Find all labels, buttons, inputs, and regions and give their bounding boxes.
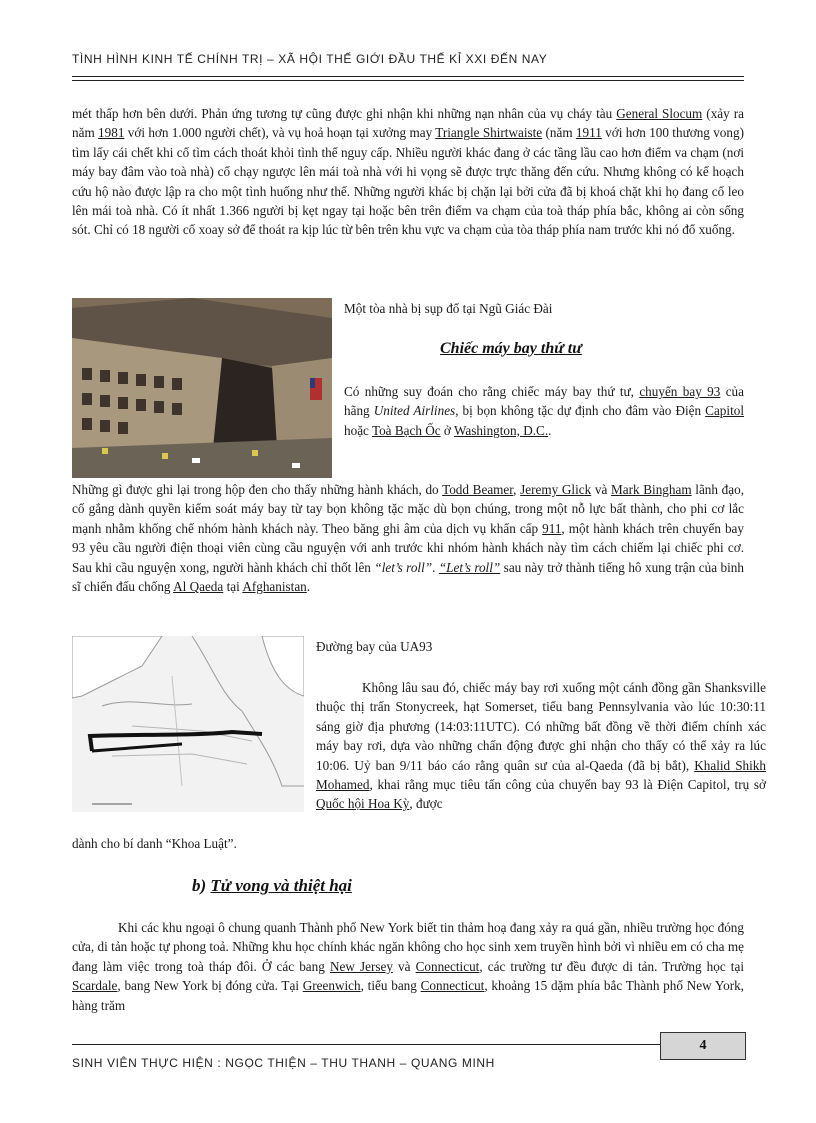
link-al-qaeda[interactable]: Al Qaeda [173,579,224,595]
paragraph-4-continued: dành cho bí danh “Khoa Luật”. [72,836,237,851]
link-jeremy-glick[interactable]: Jeremy Glick [520,482,592,497]
link-flight-93[interactable]: chuyến bay 93 [639,384,721,399]
pentagon-photo [72,298,332,478]
link-khalid-shikh-mohamed[interactable]: Khalid Shikh Mohamed [316,757,766,793]
link-911[interactable]: 911 [542,520,562,536]
link-triangle-shirtwaiste[interactable]: Triangle Shirtwaiste [435,125,543,141]
link-washington-dc[interactable]: Washington, D.C. [453,422,549,438]
link-mark-bingham[interactable]: Mark Bingham [611,482,692,497]
link-capitol[interactable]: Capitol [705,403,744,419]
link-1911[interactable]: 1911 [575,125,602,141]
page-number: 4 [660,1032,746,1060]
running-footer: SINH VIÊN THỰC HIỆN : NGỌC THIỆN – THU THANH – QUANG MINH [72,1056,495,1070]
flight-path-map-illustration [72,636,304,812]
pentagon-photo-illustration [72,298,332,478]
paragraph-5: Khi các khu ngoại ô chung quanh Thành phố New York biết tin thảm hoạ đang xảy ra quá gần, nhiều trường học đóng cửa, di tản hoặc tự phong toả. Những khu học chính khác ngăn không cho học sinh xem truyền hình bởi vì nhiều em có cha mẹ đang làm việc trong toà tháp đôi. Ở các bang New Jersey và Connecticut, các trường tư đều được di tản. Trường học tại Scardale, bang New York bị đóng cửa. Tại Greenwich, tiểu bang Connecticut, khoảng 15 dặm phía bắc Thành phố New York, hàng trăm [72,920,744,1013]
link-general-slocum[interactable]: General Slocum [616,106,703,121]
link-connecticut-2[interactable]: Connecticut [420,978,485,994]
link-greenwich[interactable]: Greenwich [302,978,361,994]
header-rule-top [72,76,744,77]
photo-caption: Một tòa nhà bị sụp đổ tại Ngũ Giác Đài [344,301,553,316]
flight-path-map [72,636,304,812]
paragraph-4: Không lâu sau đó, chiếc máy bay rơi xuống một cánh đồng gần Shanksville thuộc thị trấn Stonycreek, hạt Somerset, tiểu bang Pennsylvania vào lúc 10:30:11 sáng giờ địa phương (14:03:11UTC). Có những bất đồng về thời điểm chính xác máy bay rơi, dựa vào những chấn động được ghi nhận cho thấy có thể xảy ra lúc 10:06. Uỷ ban 9/11 báo cáo rằng quân sư của al-Qaeda (đã bị bắt), Khalid Shikh Mohamed, khai rằng mục tiêu tấn công của chuyến bay 93 là Điện Capitol, trụ sở Quốc hội Hoa Kỳ, được [316,680,766,812]
paragraph-1: mét thấp hơn bên dưới. Phản ứng tương tự cũng được ghi nhận khi những nạn nhân của vụ cháy tàu General Slocum (xảy ra năm 1981 với hơn 1.000 người chết), và vụ hoả hoạn tại xưởng may Triangle Shirtwaiste (năm 1911 với hơn 100 thương vong) tìm lấy cái chết khi cố tìm cách thoát khỏi tình thế nguy cấp. Nhiều người khác đang ở các tầng lầu cao hơn điểm va chạm (nơi máy bay đâm vào toà nhà) cố chạy ngược lên mái toà nhà với hi vọng sẽ được trực thăng đến cứu. Nhưng không có kế hoạch cứu hộ nào được lập ra cho một tình huống như thế. Những người khác bị chặn lại bởi cửa đã bị khoá chặt khi họ đang cố leo lên mái toà nhà. Có ít nhất 1.366 người bị kẹt ngay tại hoặc bên trên điểm va chạm của toà tháp phía bắc, không ai còn sống sót. Chỉ có 18 người cố xoay sở để thoát ra kịp lúc từ bên trên khu vực va chạm của tòa tháp phía nam trước khi nó đổ xuống. [72,106,744,238]
link-connecticut[interactable]: Connecticut [415,958,480,974]
link-new-jersey[interactable]: New Jersey [329,958,393,974]
map-caption: Đường bay của UA93 [316,639,433,654]
link-1981[interactable]: 1981 [98,125,125,141]
header-rule-bottom [72,80,744,81]
paragraph-3: Những gì được ghi lại trong hộp đen cho thấy những hành khách, do Todd Beamer, Jeremy Glick và Mark Bingham lãnh đạo, cố gắng dành quyền kiểm soát máy bay từ tay bọn không tặc mặc dù bọn chúng, trong một nỗ lực bất thành, cho phi cơ lắc mạnh nhằm khống chế nhóm hành khách này. Theo băng ghi âm của dịch vụ khẩn cấp 911, một hành khách trên chuyến bay 93 yêu cầu người điện thoại viên cùng cầu nguyện với anh trước khi nhóm hành khách này tìm cách chiếm lại chiếc phi cơ. Sau khi cầu nguyện xong, người hành khách chỉ thốt lên “let’s roll”. “Let’s roll” sau này trở thành tiếng hô xung trận của binh sĩ chiến đấu chống Al Qaeda tại Afghanistan. [72,482,745,595]
link-afghanistan[interactable]: Afghanistan [242,579,307,595]
link-scardale[interactable]: Scardale [72,978,118,994]
subsection-heading: b) Tử vong và thiệt hại [192,876,352,895]
link-white-house[interactable]: Toà Bạch Ốc [371,422,441,438]
link-us-congress[interactable]: Quốc hội Hoa Kỳ [316,796,410,812]
running-header: TÌNH HÌNH KINH TẾ CHÍNH TRỊ – XÃ HỘI THẾ GIỚI ĐẦU THẾ KỈ XXI ĐẾN NAY [72,52,548,66]
section-heading-fourth-plane: Chiếc máy bay thứ tư [440,340,582,357]
link-todd-beamer[interactable]: Todd Beamer [442,482,514,497]
footer-rule [72,1044,660,1045]
paragraph-2: Có những suy đoán cho rằng chiếc máy bay thứ tư, chuyến bay 93 của hãng United Airlines, bị bọn không tặc dự định cho đâm vào Điện Capitol hoặc Toà Bạch Ốc ở Washington, D.C.. [344,384,744,438]
